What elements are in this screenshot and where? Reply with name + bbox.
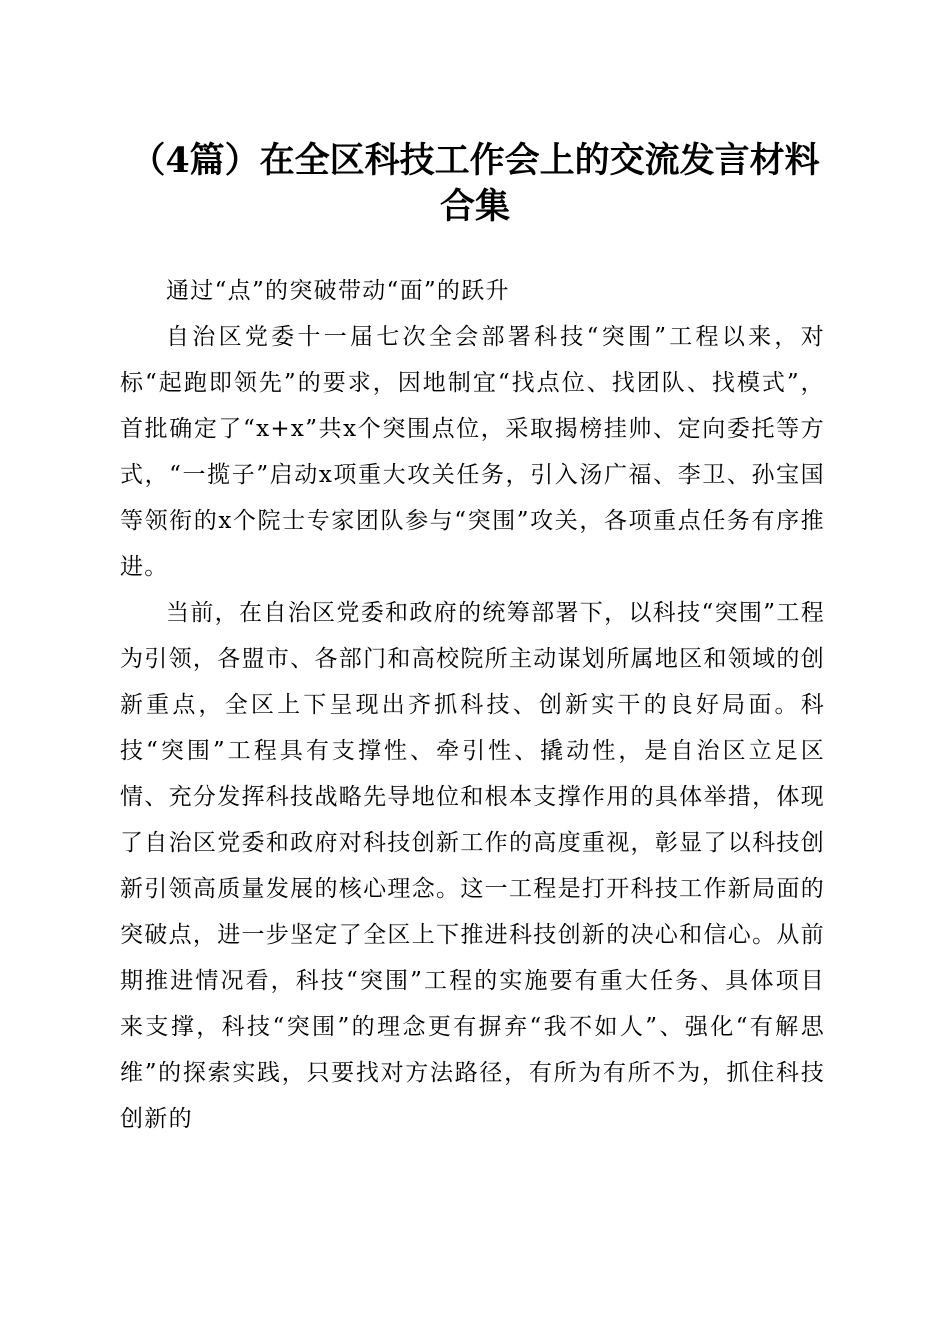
title-line-2: 合集: [439, 186, 510, 227]
document-body: [120, 268, 825, 1142]
body-paragraph: 自治区党委十一届七次全会部署科技“突围”工程以来，对标“起跑即领先”的要求，因地制宜“找点位、找团队、找模式”，首批确定了“x+x”共x个突围点位，采取揭榜挂帅、定向委托等方式，“一揽子”启动x项重大攻关任务，引入汤广福、李卫、孙宝国等领衔的x个院士专家团队参与“突围”攻关，各项重点任务有序推进。: [120, 324, 825, 580]
body-paragraph: 当前，在自治区党委和政府的统筹部署下，以科技“突围”工程为引领，各盟市、各部门和高校院所主动谋划所属地区和领域的创新重点，全区上下呈现出齐抓科技、创新实干的良好局面。科技“突围”工程具有支撑性、牵引性、撬动性，是自治区立足区情、充分发挥科技战略先导地位和根本支撑作用的具体举措，体现了自治区党委和政府对科技创新工作的高度重视，彰显了以科技创新引领高质量发展的核心理念。这一工程是打开科技工作新局面的突破点，进一步坚定了全区上下推进科技创新的决心和信心。从前期推进情况看，科技“突围”工程的实施要有重大任务、具体项目来支撑，科技“突围”的理念更有摒弃“我不如人”、强化“有解思维”的探索实践，只要找对方法路径，有所为有所不为，抓住科技创新的: [120, 600, 825, 1132]
section-heading: 通过“点”的突破带动“面”的跃升: [166, 278, 510, 304]
document-title: [100, 138, 850, 230]
title-line-1: （4篇）在全区科技工作会上的交流发言材料: [130, 140, 820, 181]
